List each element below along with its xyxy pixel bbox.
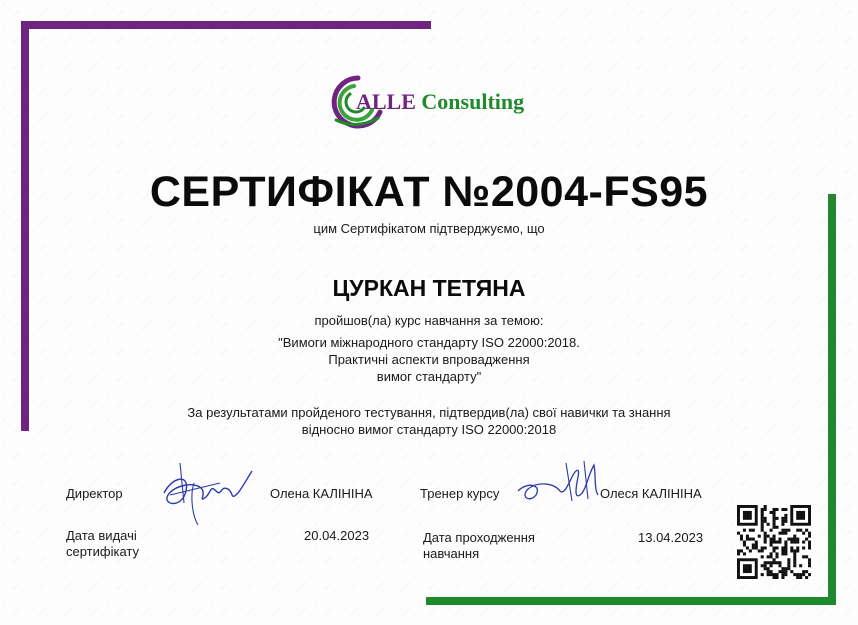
qr-code-icon[interactable] [737, 505, 811, 579]
frame-green-bottom [426, 597, 836, 605]
result-line-1: За результатами пройденого тестування, підтвердив(ла) свої навички та знання [187, 405, 671, 420]
frame-purple-top [21, 21, 431, 29]
training-date-value: 13.04.2023 [638, 530, 704, 545]
director-label: Директор [66, 486, 123, 501]
frame-green-right [828, 194, 836, 605]
course-line-2: Практичні аспекти впровадження [328, 352, 530, 367]
issue-date-label-2: сертифікату [66, 544, 139, 559]
recipient-name: ЦУРКАН ТЕТЯНА [332, 275, 526, 301]
issue-date-label-1: Дата видачі [66, 528, 137, 543]
course-line-3: вимог стандарту" [376, 369, 482, 384]
logo-wordmark [356, 89, 524, 115]
training-date-label-1: Дата проходження [423, 530, 535, 545]
logo-brand: ALLE [356, 89, 416, 114]
director-signature [150, 455, 260, 535]
company-logo [326, 72, 536, 132]
trainer-name: Олеся КАЛІНІНА [600, 486, 702, 501]
trainer-signature [510, 455, 610, 510]
issue-date-value: 20.04.2023 [304, 528, 370, 543]
trainer-label: Тренер курсу [420, 486, 500, 501]
course-line-1: "Вимоги міжнародного стандарту ISO 22000:2018. [278, 335, 580, 350]
training-date-label-2: навчання [423, 546, 480, 561]
confirm-line: цим Сертифікатом підтверджуємо, що [313, 221, 545, 236]
course-intro: пройшов(ла) курс навчання за темою: [314, 313, 544, 328]
certificate-title: СЕРТИФІКАТ №2004-FS95 [149, 168, 709, 216]
result-line-2: відносно вимог стандарту ISO 22000:2018 [301, 422, 557, 437]
director-name: Олена КАЛІНІНА [270, 486, 373, 501]
logo-suffix: Consulting [415, 89, 525, 114]
